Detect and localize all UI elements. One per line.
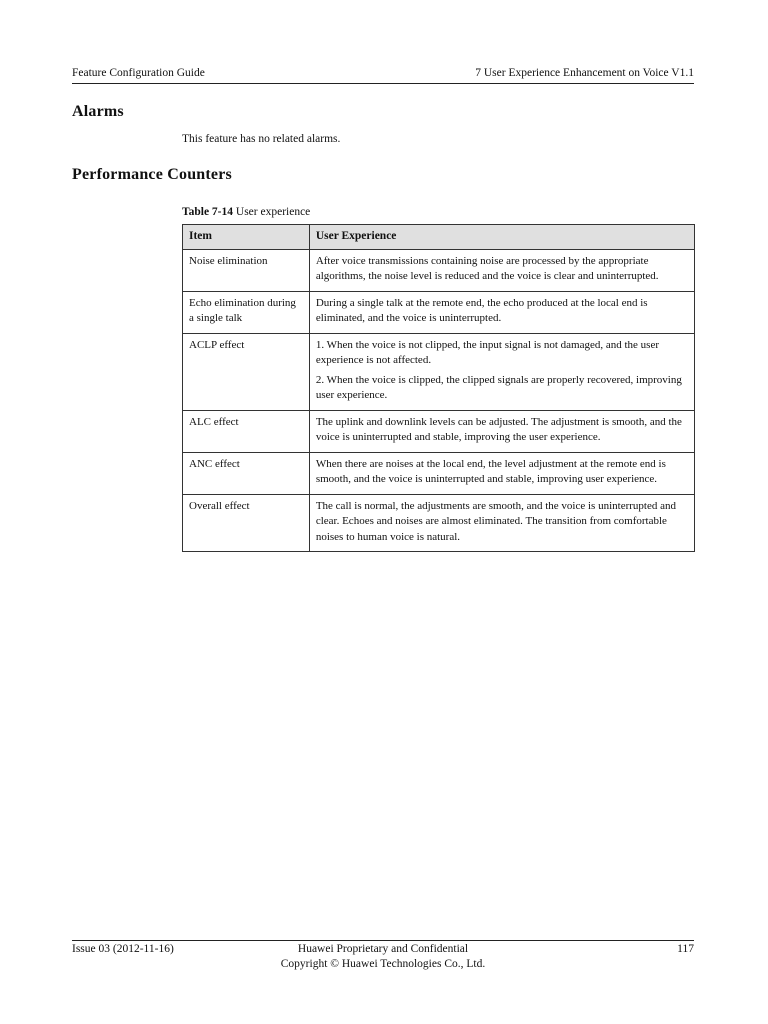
experience-cell — [309, 494, 694, 552]
table-row — [183, 291, 695, 333]
footer-center — [72, 942, 694, 972]
experience-text: 1. When the voice is not clipped, the input signal is not damaged, and the user experience is not affected. — [315, 338, 659, 366]
experience-cell — [309, 249, 694, 291]
page-footer — [72, 940, 694, 970]
user-experience-table — [182, 224, 695, 552]
table-caption-text: User experience — [235, 206, 311, 218]
footer-copyright: Copyright © Huawei Technologies Co., Ltd. — [280, 958, 486, 970]
experience-text: After voice transmissions containing noise are processed by the appropriate algorithms, the noise level is reduced and the voice is clear and uninterrupted. — [315, 254, 659, 282]
item-cell: Noise elimination — [183, 249, 310, 291]
experience-cell — [309, 333, 694, 410]
footer-issue: Issue 03 (2012-11-16) — [72, 943, 174, 955]
alarms-text: This feature has no related alarms. — [182, 133, 341, 145]
header-chapter-title: 7 User Experience Enhancement on Voice V1.1 — [475, 67, 694, 79]
experience-text: 2. When the voice is clipped, the clipped signals are properly recovered, improving user experience. — [315, 373, 682, 401]
item-cell: ALC effect — [183, 410, 310, 452]
page-header — [72, 66, 694, 84]
footer-page-number: 117 — [677, 943, 694, 955]
column-header-item: Item — [183, 225, 310, 250]
experience-cell — [309, 410, 694, 452]
item-cell: ANC effect — [183, 452, 310, 494]
table-header-row — [183, 225, 695, 250]
experience-text: The uplink and downlink levels can be adjusted. The adjustment is smooth, and the voice is uninterrupted and stable, improving the user experience. — [315, 415, 682, 443]
table-row — [183, 410, 695, 452]
table-row — [183, 333, 695, 410]
experience-cell — [309, 452, 694, 494]
column-header-user-experience: User Experience — [309, 225, 694, 250]
table-row — [183, 494, 695, 552]
item-cell: ACLP effect — [183, 333, 310, 410]
experience-cell — [309, 291, 694, 333]
table-caption-number: Table 7-14 — [182, 206, 234, 218]
experience-text: The call is normal, the adjustments are smooth, and the voice is uninterrupted and clear. Echoes and noises are almost eliminated. The transition from comfortable noises to human voice is natural. — [315, 499, 676, 543]
alarms-heading: Alarms — [72, 103, 124, 120]
table-row — [183, 452, 695, 494]
table-row — [183, 249, 695, 291]
table-caption — [182, 205, 310, 219]
experience-text: When there are noises at the local end, the level adjustment at the remote end is smooth, and the voice is uninterrupted and stable, improving user experience. — [315, 457, 666, 485]
header-document-title: Feature Configuration Guide — [72, 67, 205, 79]
performance-counters-heading: Performance Counters — [72, 166, 232, 183]
footer-confidential: Huawei Proprietary and Confidential — [297, 943, 469, 955]
item-cell: Overall effect — [183, 494, 310, 552]
item-cell: Echo elimination during a single talk — [183, 291, 310, 333]
experience-text: During a single talk at the remote end, the echo produced at the local end is eliminated, and the voice is uninterrupted. — [315, 296, 648, 324]
